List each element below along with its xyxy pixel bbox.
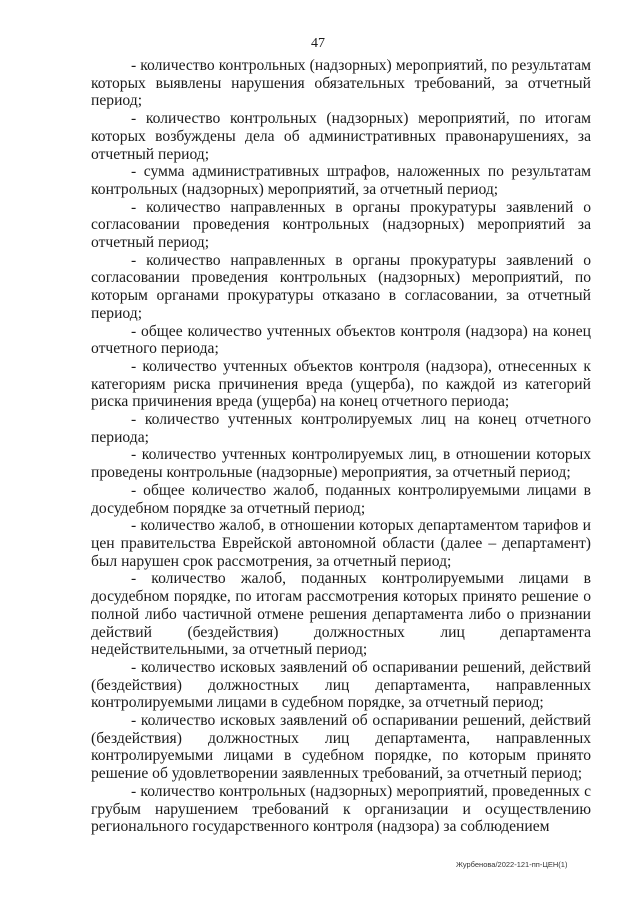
list-item: - количество исковых заявлений об оспаривании решений, действий (бездействия) должностных лиц департамента, направленных контролируемыми лицами в судебном порядке, за отчетный период;: [91, 658, 591, 712]
document-code-footer: Журбенова/2022-121-пп-ЦЕН(1): [456, 860, 568, 869]
list-item: - сумма административных штрафов, наложенных по результатам контрольных (надзорных) мероприятий, за отчетный период;: [91, 163, 591, 198]
list-item: - количество жалоб, в отношении которых департаментом тарифов и цен правительства Еврейской автономной области (далее – департамент) был нарушен срок рассмотрения, за отчетный период;: [91, 517, 591, 570]
list-item: - количество направленных в органы прокуратуры заявлений о согласовании проведения контрольных (надзорных) мероприятий, по которым органами прокуратуры отказано в согласовании, за отчетный период;: [91, 251, 591, 322]
list-item: - количество учтенных контролируемых лиц на конец отчетного периода;: [91, 411, 591, 446]
page-number: 47: [311, 36, 325, 51]
list-item: - количество контрольных (надзорных) мероприятий, проведенных с грубым нарушением требований к организации и осуществлению регионального государственного контроля (надзора) за соблюдением: [91, 782, 591, 836]
list-item: - общее количество жалоб, поданных контролируемыми лицами в досудебном порядке за отчетный период;: [91, 481, 591, 517]
list-item: - количество контрольных (надзорных) мероприятий, по итогам которых возбуждены дела об административных правонарушениях, за отчетный период;: [91, 110, 591, 163]
list-item: - количество направленных в органы прокуратуры заявлений о согласовании проведения контрольных (надзорных) мероприятий за отчетный период;: [91, 198, 591, 252]
list-item: - количество контрольных (надзорных) мероприятий, по результатам которых выявлены нарушения обязательных требований, за отчетный период;: [91, 57, 591, 110]
list-item: - количество учтенных объектов контроля (надзора), отнесенных к категориям риска причинения вреда (ущерба), по каждой из категорий риска причинения вреда (ущерба) на конец отчетного периода;: [91, 357, 591, 411]
list-item: - количество учтенных контролируемых лиц, в отношении которых проведены контрольные (надзорные) мероприятия, за отчетный период;: [91, 446, 591, 482]
list-item: - количество исковых заявлений об оспаривании решений, действий (бездействия) должностных лиц департамента, направленных контролируемыми лицами в судебном порядке, по которым принято решение об удовлетворении заявленных требований, за отчетный период;: [91, 712, 591, 783]
list-item: - общее количество учтенных объектов контроля (надзора) на конец отчетного периода;: [91, 322, 591, 358]
list-item: - количество жалоб, поданных контролируемыми лицами в досудебном порядке, по итогам рассмотрения которых принято решение о полной либо частичной отмене решения департамента либо о признании действий (бездействия) должностных лиц департамента недействительными, за отчетный период;: [91, 570, 591, 659]
document-body: [91, 57, 591, 836]
